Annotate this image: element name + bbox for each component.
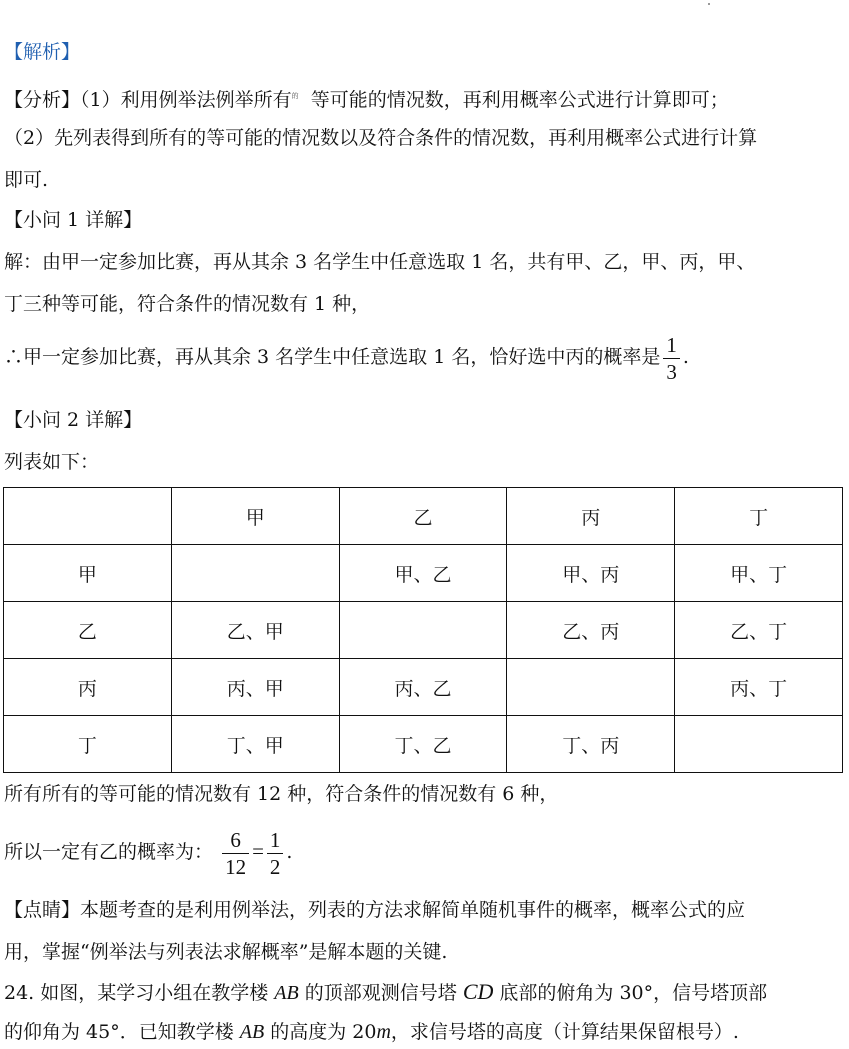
q2-equals: =	[252, 839, 264, 863]
table-cell: 甲、丙	[507, 545, 675, 602]
table-row	[4, 716, 843, 773]
building-ab-2: AB	[239, 1021, 265, 1043]
p24-text-c: 底部的俯角为 30°，信号塔顶部	[493, 982, 768, 1004]
analysis-line-3: 即可.	[4, 169, 49, 191]
dianjing-line-2: 用，掌握“例举法与列表法求解概率”是解本题的关键.	[4, 941, 448, 963]
q2-fraction-1-numerator: 6	[222, 827, 249, 854]
analysis-line-1	[4, 84, 729, 112]
table-row-label: 丁	[4, 716, 172, 773]
dianjing-line-1	[4, 898, 745, 922]
p24-text-e: 的高度为 20	[264, 1021, 377, 1043]
q2-fraction-1-denominator: 12	[225, 854, 247, 879]
dianjing-line-1-text: 本题考查的是利用例举法，列表的方法求解简单随机事件的概率，概率公式的应	[80, 899, 746, 921]
table-cell: 丁、乙	[339, 716, 507, 773]
table-header-cell: 丁	[675, 488, 843, 545]
table-cell: 丙、甲	[171, 659, 339, 716]
q2-line-1: 列表如下：	[4, 451, 100, 473]
p24-text-a: 24. 如图，某学习小组在教学楼	[4, 982, 275, 1004]
table-header-cell	[4, 488, 172, 545]
table-row	[4, 545, 843, 602]
stray-mark: 的	[291, 92, 299, 100]
analysis-line-1-text-b: 等可能的情况数，再利用概率公式进行计算即可；	[310, 89, 729, 111]
q1-fraction	[663, 332, 680, 385]
table-cell: 甲、丁	[675, 545, 843, 602]
table-cell: 丙、乙	[339, 659, 507, 716]
outcome-table	[3, 487, 843, 773]
table-cell: 丁、甲	[171, 716, 339, 773]
table-row-label: 乙	[4, 602, 172, 659]
table-cell	[171, 545, 339, 602]
analysis-heading: 【解析】	[4, 41, 81, 63]
q1-fraction-denominator: 3	[666, 359, 677, 384]
table-header-cell: 乙	[339, 488, 507, 545]
table-row-label: 甲	[4, 545, 172, 602]
q2-fraction-2	[267, 827, 284, 880]
table-row	[4, 602, 843, 659]
table-header-row	[4, 488, 843, 545]
table-header-cell: 甲	[171, 488, 339, 545]
table-cell: 丁、丙	[507, 716, 675, 773]
p24-text-b: 的顶部观测信号塔	[298, 982, 463, 1004]
tower-cd: CD	[462, 979, 494, 1004]
q1-heading: 【小问 1 详解】	[4, 209, 143, 231]
analysis-label: 【分析】	[4, 89, 81, 111]
table-cell	[339, 602, 507, 659]
table-cell: 丙、丁	[675, 659, 843, 716]
table-cell: 乙、丙	[507, 602, 675, 659]
table-cell: 乙、丁	[675, 602, 843, 659]
problem-24-line-2	[4, 1020, 739, 1044]
q1-line-2: 丁三种等可能，符合条件的情况数有 1 种，	[4, 293, 371, 315]
q2-fraction-2-numerator: 1	[267, 827, 284, 854]
q2-line-3	[4, 823, 292, 880]
q2-fraction-2-denominator: 2	[269, 854, 281, 879]
analysis-line-2: （2）先列表得到所有的等可能的情况数以及符合条件的情况数，再利用概率公式进行计算	[4, 127, 758, 149]
table-cell	[507, 659, 675, 716]
table-cell: 甲、乙	[339, 545, 507, 602]
q1-period: .	[682, 346, 689, 368]
q1-line-3-text: ∴甲一定参加比赛，再从其余 3 名学生中任意选取 1 名，恰好选中丙的概率是	[4, 346, 661, 368]
q2-line-3-text: 所以一定有乙的概率为：	[4, 841, 214, 863]
q1-line-3	[4, 331, 689, 385]
analysis-line-1-text-a: （1）利用例举法例举所有	[80, 89, 292, 111]
p24-text-d: 的仰角为 45°．已知教学楼	[4, 1021, 240, 1043]
table-header-cell: 丙	[507, 488, 675, 545]
p24-text-f: ，求信号塔的高度（计算结果保留根号）.	[390, 1021, 739, 1043]
building-ab: AB	[274, 982, 299, 1004]
table-row	[4, 659, 843, 716]
problem-24-line-1	[4, 980, 767, 1005]
q2-period: .	[286, 841, 293, 863]
outcome-table-body	[4, 488, 843, 773]
q1-fraction-numerator: 1	[663, 332, 680, 359]
q2-heading: 【小问 2 详解】	[4, 409, 143, 431]
q2-line-2: 所有所有的等可能的情况数有 12 种，符合条件的情况数有 6 种，	[4, 783, 559, 805]
q2-fraction-1	[222, 827, 249, 880]
dianjing-label: 【点睛】	[4, 899, 81, 921]
q1-line-1: 解：由甲一定参加比赛，再从其余 3 名学生中任意选取 1 名，共有甲、乙，甲、丙，甲、	[4, 251, 756, 273]
table-row-label: 丙	[4, 659, 172, 716]
table-cell: 乙、甲	[171, 602, 339, 659]
unit-m: m	[376, 1021, 391, 1043]
scan-speck	[708, 3, 710, 5]
table-cell	[675, 716, 843, 773]
